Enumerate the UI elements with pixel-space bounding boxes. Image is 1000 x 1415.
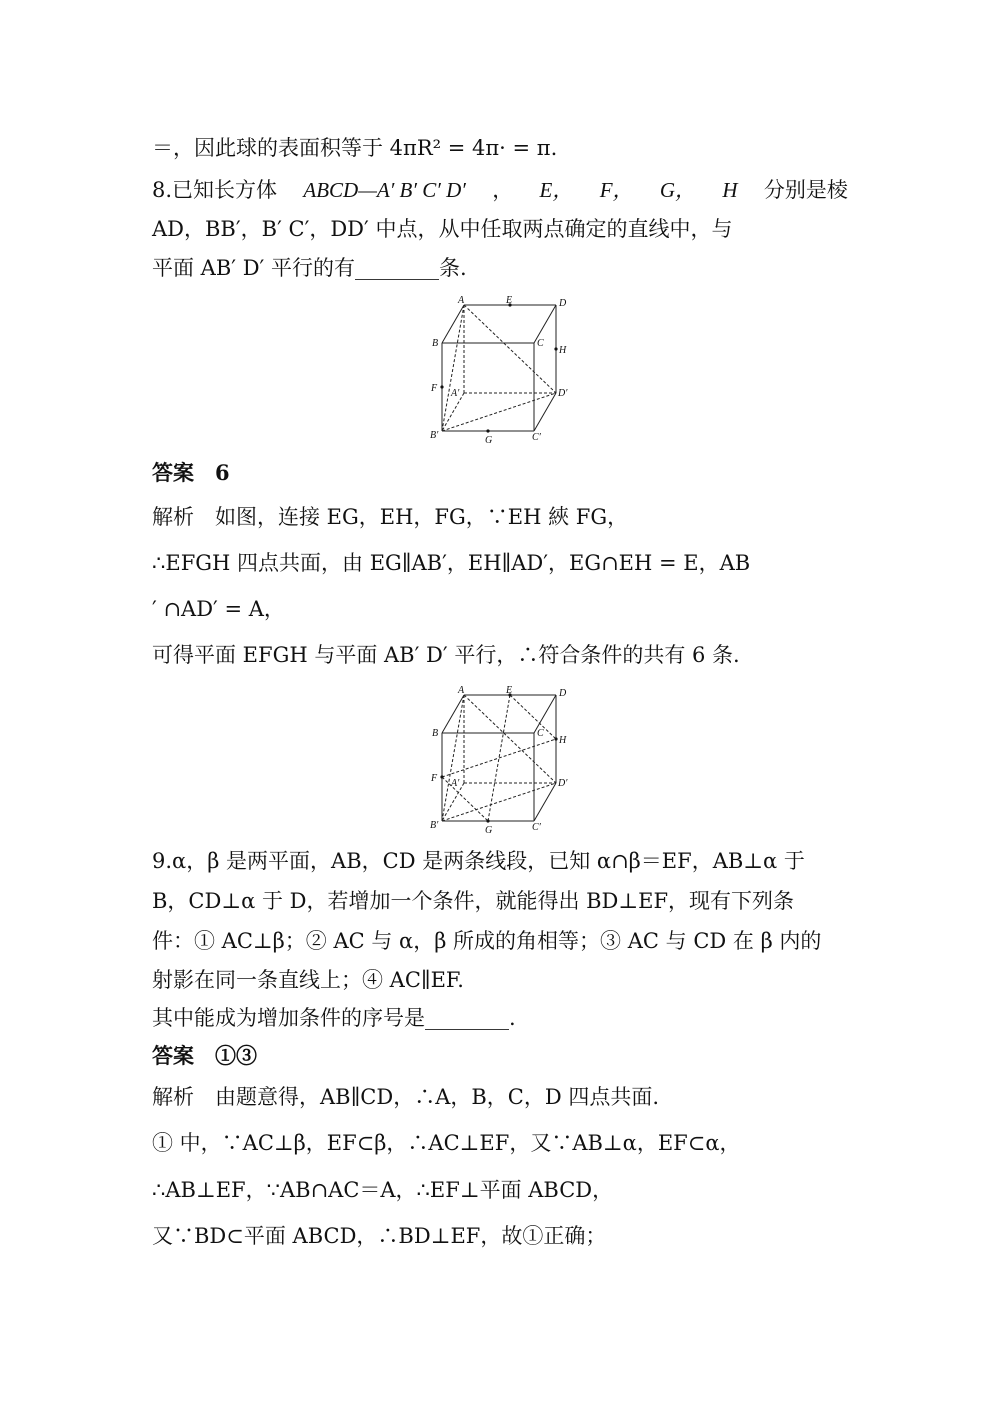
label-C-prime: C′ [532,432,541,443]
label-H: H [559,735,567,746]
cuboid-figure-1 [428,292,578,444]
solution-9-line-2: ① 中，∵AC⊥β，EF⊂β，∴AC⊥EF，又∵AB⊥α，EF⊂α， [152,1131,741,1155]
answer-9: 答案 ①③ [152,1043,257,1068]
question-8-line-1 [152,175,848,205]
label-G: G [485,435,493,444]
label-A-prime: A′ [451,388,460,399]
label-B: B [432,728,439,739]
label-A: A [458,295,465,306]
text-line-1: ＝，因此球的表面积等于 4πR² = 4π· = π. [152,136,558,160]
q8-part: H [722,178,738,202]
label-D: D [559,688,567,699]
solution-9-line-1: 解析 由题意得，AB∥CD，∴A，B，C，D 四点共面. [152,1085,660,1109]
solution-9-line-3: ∴AB⊥EF，∵AB∩AC＝A，∴EF⊥平面 ABCD， [152,1178,614,1202]
q8-part: E， [539,178,574,202]
label-G: G [485,825,493,834]
label-D-prime: D′ [558,778,568,789]
q8-part: 8.已知长方体 [152,178,278,202]
label-C: C [537,728,544,739]
question-9-line-5: 其中能成为增加条件的序号是________. [152,1006,516,1030]
question-8-line-2: AD，BB′，B′ C′，DD′ 中点，从中任取两点确定的直线中，与 [152,217,733,241]
label-B: B [432,338,439,349]
cuboid-figure-2 [428,682,578,834]
label-B-prime: B′ [430,820,439,831]
label-D-prime: D′ [558,388,568,399]
question-9-line-3: 件：① AC⊥β；② AC 与 α，β 所成的角相等；③ AC 与 CD 在 β 内的 [152,929,822,953]
label-A-prime: A′ [451,778,460,789]
q8-part: ABCD—A′ B′ C′ D′ [303,178,466,202]
solution-9-line-4: 又∵BD⊂平面 ABCD，∴BD⊥EF，故①正确； [152,1224,607,1248]
label-A: A [458,685,465,696]
q8-part: G， [659,178,697,202]
label-F: F [431,383,438,394]
label-F: F [431,773,438,784]
solution-8-line-2: ∴EFGH 四点共面，由 EG∥AB′，EH∥AD′，EG∩EH = E，AB [152,551,751,575]
label-E: E [506,685,513,696]
question-9-line-1: 9.α，β 是两平面，AB，CD 是两条线段，已知 α∩β＝EF，AB⊥α 于 [152,849,805,873]
solution-8-line-3: ′ ∩AD′ = A， [152,597,285,621]
answer-8: 答案 6 [152,460,230,485]
label-D: D [559,298,567,309]
label-C-prime: C′ [532,822,541,833]
question-9-line-2: B，CD⊥α 于 D，若增加一个条件，就能得出 BD⊥EF，现有下列条 [152,889,795,913]
label-C: C [537,338,544,349]
q8-part: F， [599,178,634,202]
label-H: H [559,345,567,356]
label-B-prime: B′ [430,430,439,441]
q8-part: 分别是棱 [763,178,848,202]
question-8-line-3: 平面 AB′ D′ 平行的有________条. [152,256,467,280]
solution-8-line-4: 可得平面 EFGH 与平面 AB′ D′ 平行，∴符合条件的共有 6 条. [152,643,740,667]
label-E: E [506,295,513,306]
solution-8-line-1: 解析 如图，连接 EG，EH，FG，∵EH 綊 FG， [152,505,629,529]
question-9-line-4: 射影在同一条直线上；④ AC∥EF. [152,968,464,992]
q8-part: ， [492,178,514,202]
